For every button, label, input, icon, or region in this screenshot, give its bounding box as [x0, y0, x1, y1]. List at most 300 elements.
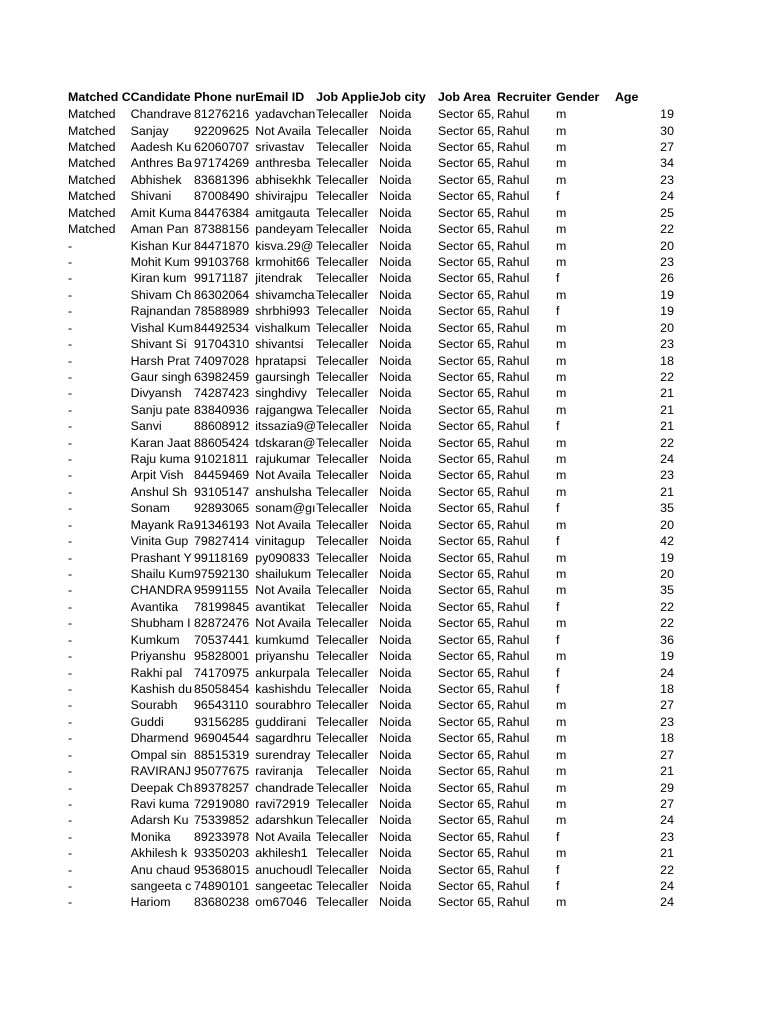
- phone-cell: 99171187: [194, 271, 249, 286]
- gender-cell: m: [555, 320, 567, 335]
- job-area-cell: Sector 65,: [437, 501, 495, 516]
- table-row: [68, 139, 674, 155]
- table-body: [68, 106, 674, 911]
- job-area-cell: Sector 65,: [437, 402, 495, 417]
- table-row: [68, 632, 674, 648]
- phone-cell: 81276216: [194, 107, 250, 122]
- recruiter-cell: Rahul: [496, 402, 530, 417]
- job-area-cell: Sector 65,: [437, 468, 495, 483]
- job-city-cell: Noida: [378, 780, 412, 795]
- age-cell: 18: [660, 681, 674, 696]
- phone-cell: 93350203: [194, 846, 250, 861]
- job-applied-cell: Telecaller: [316, 895, 369, 910]
- table-row: [68, 730, 674, 746]
- candidate-cell: Deepak Ch: [130, 780, 193, 795]
- table-row: [68, 205, 674, 221]
- age-cell: 22: [660, 862, 674, 877]
- candidate-cell: Anshul Sh: [130, 484, 188, 499]
- candidate-cell: sangeeta c: [130, 879, 192, 894]
- table-row: [68, 237, 674, 253]
- phone-cell: 78588989: [194, 304, 250, 319]
- job-city-cell: Noida: [378, 369, 412, 384]
- table-row: [68, 434, 674, 450]
- job-city-cell: Noida: [378, 764, 412, 779]
- email-cell: itssazia9@: [255, 419, 317, 434]
- phone-cell: 99118169: [194, 550, 249, 565]
- job-area-cell: Sector 65,: [437, 796, 495, 811]
- recruiter-cell: Rahul: [496, 140, 530, 155]
- table-row: [68, 714, 674, 730]
- email-cell: raviranja: [255, 764, 303, 779]
- job-applied-cell: Telecaller: [316, 829, 369, 844]
- phone-cell: 83681396: [194, 172, 250, 187]
- phone-cell: 78199845: [194, 599, 250, 614]
- age-cell: 26: [660, 271, 674, 286]
- gender-cell: m: [555, 714, 567, 729]
- candidate-cell: Monika: [130, 829, 171, 844]
- job-applied-cell: Telecaller: [316, 747, 369, 762]
- matched-cell: -: [68, 304, 73, 319]
- recruiter-cell: Rahul: [496, 222, 530, 237]
- job-applied-cell: Telecaller: [316, 419, 369, 434]
- email-cell: sangeetac: [255, 879, 313, 894]
- table-row: [68, 500, 674, 516]
- matched-cell: Matched: [68, 189, 116, 204]
- job-city-cell: Noida: [378, 419, 412, 434]
- job-city-cell: Noida: [378, 189, 412, 204]
- recruiter-cell: Rahul: [496, 419, 530, 434]
- candidate-cell: Aman Pan: [130, 222, 189, 237]
- gender-cell: f: [555, 879, 560, 894]
- email-cell: sagardhru: [255, 731, 312, 746]
- age-cell: 21: [660, 484, 674, 499]
- job-area-cell: Sector 65,: [437, 632, 495, 647]
- table-row: [68, 418, 674, 434]
- gender-cell: m: [555, 205, 567, 220]
- job-city-cell: Noida: [378, 255, 412, 269]
- job-area-cell: Sector 65,: [437, 583, 495, 598]
- phone-cell: 87008490: [194, 189, 250, 204]
- age-cell: 21: [660, 846, 674, 861]
- job-applied-cell: Telecaller: [316, 452, 369, 467]
- age-cell: 34: [660, 156, 674, 171]
- matched-cell: Matched: [68, 123, 116, 138]
- gender-cell: m: [555, 140, 567, 155]
- table-row: [68, 566, 674, 582]
- recruiter-cell: Rahul: [496, 698, 530, 713]
- phone-cell: 96543110: [194, 698, 249, 713]
- recruiter-cell: Rahul: [496, 714, 530, 729]
- age-cell: 27: [660, 796, 674, 811]
- gender-cell: m: [555, 731, 567, 746]
- email-cell: Not Availa: [255, 517, 311, 532]
- phone-cell: 92209625: [194, 123, 250, 138]
- candidate-cell: Kishan Kur: [130, 238, 192, 253]
- age-cell: 22: [660, 369, 674, 384]
- recruiter-cell: Rahul: [496, 238, 530, 253]
- table-row: [68, 746, 674, 762]
- email-cell: ankurpala: [255, 665, 310, 680]
- job-area-cell: Sector 65,: [437, 665, 495, 680]
- age-cell: 30: [660, 123, 674, 138]
- recruiter-cell: Rahul: [496, 681, 530, 696]
- gender-cell: m: [555, 698, 567, 713]
- email-cell: gaursingh: [255, 369, 310, 384]
- job-area-cell: Sector 65,: [437, 484, 495, 499]
- recruiter-cell: Rahul: [496, 895, 530, 910]
- age-cell: 23: [660, 468, 674, 483]
- recruiter-cell: Rahul: [496, 353, 530, 368]
- gender-cell: m: [555, 764, 567, 779]
- gender-cell: m: [555, 484, 567, 499]
- phone-cell: 87388156: [194, 222, 250, 237]
- gender-cell: m: [555, 747, 567, 762]
- email-cell: vishalkum: [255, 320, 311, 335]
- email-cell: surendray: [255, 747, 311, 762]
- candidate-cell: Aadesh Ku: [130, 140, 192, 155]
- job-area-cell: Sector 65,: [437, 419, 495, 434]
- gender-cell: f: [555, 304, 560, 319]
- header-row: [68, 89, 674, 106]
- recruiter-cell: Rahul: [496, 599, 530, 614]
- age-cell: 21: [660, 764, 674, 779]
- table-row: [68, 615, 674, 631]
- age-cell: 36: [660, 632, 674, 647]
- job-area-cell: Sector 65,: [437, 156, 495, 171]
- table-row: [68, 763, 674, 779]
- table-row: [68, 352, 674, 368]
- email-cell: rajukumar: [255, 452, 311, 467]
- job-applied-cell: Telecaller: [316, 484, 369, 499]
- table-row: [68, 779, 674, 795]
- email-cell: priyanshu: [255, 649, 310, 664]
- job-applied-cell: Telecaller: [316, 714, 369, 729]
- table-row: [68, 894, 674, 910]
- matched-cell: Matched: [68, 222, 116, 237]
- job-city-cell: Noida: [378, 452, 412, 467]
- age-cell: 42: [660, 534, 674, 549]
- job-applied-cell: Telecaller: [316, 879, 369, 894]
- job-area-cell: Sector 65,: [437, 862, 495, 877]
- age-cell: 24: [660, 895, 674, 910]
- recruiter-cell: Rahul: [496, 829, 530, 844]
- age-cell: 20: [660, 567, 674, 582]
- job-city-cell: Noida: [378, 337, 412, 352]
- phone-cell: 84492534: [194, 320, 250, 335]
- age-cell: 21: [660, 386, 674, 401]
- job-city-cell: Noida: [378, 501, 412, 516]
- email-cell: tdskaran@: [255, 435, 316, 450]
- job-applied-cell: Telecaller: [316, 550, 369, 565]
- phone-cell: 63982459: [194, 369, 250, 384]
- recruiter-cell: Rahul: [496, 452, 530, 467]
- job-area-cell: Sector 65,: [437, 747, 495, 762]
- phone-cell: 97174269: [194, 156, 250, 171]
- gender-cell: f: [555, 534, 560, 549]
- job-area-cell: Sector 65,: [437, 140, 495, 155]
- gender-cell: f: [555, 862, 560, 877]
- job-city-cell: Noida: [378, 747, 412, 762]
- email-cell: shrbhi993: [255, 304, 310, 319]
- email-cell: amitgauta: [255, 205, 310, 220]
- job-area-cell: Sector 65,: [437, 320, 495, 335]
- job-area-cell: Sector 65,: [437, 337, 495, 352]
- header-phone: Phone nur: [194, 90, 256, 104]
- matched-cell: Matched: [68, 172, 116, 187]
- matched-cell: -: [68, 862, 73, 877]
- job-area-cell: Sector 65,: [437, 386, 495, 401]
- recruiter-cell: Rahul: [496, 271, 530, 286]
- matched-cell: -: [68, 353, 73, 368]
- phone-cell: 89233978: [194, 829, 250, 844]
- job-area-cell: Sector 65,: [437, 681, 495, 696]
- candidate-cell: Arpit Vish: [130, 468, 184, 483]
- gender-cell: m: [555, 402, 567, 417]
- job-city-cell: Noida: [378, 649, 412, 664]
- candidate-cell: Kiran kum: [130, 271, 187, 286]
- matched-cell: -: [68, 879, 73, 894]
- job-city-cell: Noida: [378, 567, 412, 582]
- phone-cell: 74097028: [194, 353, 250, 368]
- job-city-cell: Noida: [378, 796, 412, 811]
- table-row: [68, 385, 674, 401]
- email-cell: kumkumd: [255, 632, 310, 647]
- job-area-cell: Sector 65,: [437, 222, 495, 237]
- gender-cell: f: [555, 189, 560, 204]
- candidate-cell: Mohit Kum: [130, 255, 190, 269]
- job-city-cell: Noida: [378, 271, 412, 286]
- gender-cell: m: [555, 796, 567, 811]
- job-city-cell: Noida: [378, 156, 412, 171]
- email-cell: guddirani: [255, 714, 307, 729]
- matched-cell: -: [68, 550, 73, 565]
- header-candidate: Candidate: [130, 90, 191, 104]
- age-cell: 27: [660, 698, 674, 713]
- recruiter-cell: Rahul: [496, 107, 530, 122]
- email-cell: akhilesh1: [255, 846, 308, 861]
- email-cell: avantikat: [255, 599, 305, 614]
- gender-cell: m: [555, 172, 567, 187]
- age-cell: 23: [660, 172, 674, 187]
- job-applied-cell: Telecaller: [316, 337, 369, 352]
- candidate-cell: Shubham I: [130, 616, 191, 631]
- phone-cell: 82872476: [194, 616, 250, 631]
- candidate-cell: Sanjay: [130, 123, 169, 138]
- table-row: [68, 221, 674, 237]
- gender-cell: m: [555, 616, 567, 631]
- age-cell: 22: [660, 599, 674, 614]
- gender-cell: m: [555, 649, 567, 664]
- job-area-cell: Sector 65,: [437, 567, 495, 582]
- job-area-cell: Sector 65,: [437, 731, 495, 746]
- email-cell: krmohit66: [255, 255, 310, 269]
- recruiter-cell: Rahul: [496, 747, 530, 762]
- age-cell: 27: [660, 140, 674, 155]
- recruiter-cell: Rahul: [496, 796, 530, 811]
- recruiter-cell: Rahul: [496, 813, 530, 828]
- job-area-cell: Sector 65,: [437, 813, 495, 828]
- job-city-cell: Noida: [378, 222, 412, 237]
- candidate-cell: Mayank Ra: [130, 517, 194, 532]
- age-cell: 23: [660, 714, 674, 729]
- job-city-cell: Noida: [378, 402, 412, 417]
- table-row: [68, 796, 674, 812]
- email-cell: Not Availa: [255, 616, 311, 631]
- matched-cell: -: [68, 780, 73, 795]
- age-cell: 21: [660, 419, 674, 434]
- phone-cell: 62060707: [194, 140, 250, 155]
- email-cell: kashishdu: [255, 681, 312, 696]
- matched-cell: -: [68, 599, 73, 614]
- age-cell: 22: [660, 222, 674, 237]
- email-cell: singhdivy: [255, 386, 307, 401]
- recruiter-cell: Rahul: [496, 550, 530, 565]
- phone-cell: 75339852: [194, 813, 250, 828]
- age-cell: 19: [660, 649, 674, 664]
- gender-cell: m: [555, 583, 567, 598]
- job-city-cell: Noida: [378, 681, 412, 696]
- matched-cell: -: [68, 468, 73, 483]
- matched-cell: Matched: [68, 156, 116, 171]
- gender-cell: f: [555, 829, 560, 844]
- matched-cell: -: [68, 435, 73, 450]
- candidate-cell: Akhilesh k: [130, 846, 188, 861]
- phone-cell: 84459469: [194, 468, 250, 483]
- candidate-cell: Harsh Prat: [130, 353, 190, 368]
- phone-cell: 79827414: [194, 534, 250, 549]
- matched-cell: -: [68, 501, 73, 516]
- candidate-cell: Ravi kuma: [130, 796, 190, 811]
- candidate-cell: Sanvi: [130, 419, 162, 434]
- recruiter-cell: Rahul: [496, 156, 530, 171]
- job-city-cell: Noida: [378, 172, 412, 187]
- age-cell: 29: [660, 780, 674, 795]
- table-row: [68, 467, 674, 483]
- table-row: [68, 549, 674, 565]
- job-city-cell: Noida: [378, 714, 412, 729]
- age-cell: 24: [660, 879, 674, 894]
- job-city-cell: Noida: [378, 517, 412, 532]
- email-cell: sourabhro: [255, 698, 312, 713]
- matched-cell: -: [68, 484, 73, 499]
- candidate-cell: Divyansh: [130, 386, 182, 401]
- recruiter-cell: Rahul: [496, 665, 530, 680]
- candidate-sheet: [68, 89, 674, 911]
- job-city-cell: Noida: [378, 386, 412, 401]
- matched-cell: -: [68, 714, 73, 729]
- job-applied-cell: Telecaller: [316, 140, 369, 155]
- age-cell: 20: [660, 320, 674, 335]
- matched-cell: -: [68, 895, 73, 910]
- recruiter-cell: Rahul: [496, 517, 530, 532]
- job-applied-cell: Telecaller: [316, 649, 369, 664]
- phone-cell: 96904544: [194, 731, 250, 746]
- phone-cell: 88608912: [194, 419, 250, 434]
- phone-cell: 97592130: [194, 567, 250, 582]
- gender-cell: m: [555, 846, 567, 861]
- job-applied-cell: Telecaller: [316, 238, 369, 253]
- job-applied-cell: Telecaller: [316, 369, 369, 384]
- candidate-cell: Shivant Si: [130, 337, 187, 352]
- job-city-cell: Noida: [378, 599, 412, 614]
- age-cell: 20: [660, 517, 674, 532]
- phone-cell: 74287423: [194, 386, 250, 401]
- age-cell: 24: [660, 665, 674, 680]
- job-applied-cell: Telecaller: [316, 698, 369, 713]
- matched-cell: -: [68, 271, 73, 286]
- gender-cell: m: [555, 369, 567, 384]
- email-cell: srivastav: [255, 140, 305, 155]
- recruiter-cell: Rahul: [496, 846, 530, 861]
- job-area-cell: Sector 65,: [437, 271, 495, 286]
- job-city-cell: Noida: [378, 123, 412, 138]
- gender-cell: f: [555, 681, 560, 696]
- recruiter-cell: Rahul: [496, 172, 530, 187]
- age-cell: 20: [660, 238, 674, 253]
- candidate-cell: Raju kuma: [130, 452, 190, 467]
- phone-cell: 84476384: [194, 205, 250, 220]
- matched-cell: -: [68, 846, 73, 861]
- age-cell: 18: [660, 353, 674, 368]
- candidate-cell: Adarsh Ku: [130, 813, 189, 828]
- phone-cell: 86302064: [194, 287, 250, 302]
- matched-cell: -: [68, 813, 73, 828]
- job-area-cell: Sector 65,: [437, 599, 495, 614]
- job-area-cell: Sector 65,: [437, 829, 495, 844]
- age-cell: 23: [660, 337, 674, 352]
- candidate-cell: Rajnandan: [130, 304, 191, 319]
- job-city-cell: Noida: [378, 731, 412, 746]
- phone-cell: 95077675: [194, 764, 250, 779]
- gender-cell: m: [555, 895, 567, 910]
- phone-cell: 95368015: [194, 862, 250, 877]
- job-applied-cell: Telecaller: [316, 665, 369, 680]
- candidate-cell: Karan Jaat: [130, 435, 191, 450]
- recruiter-cell: Rahul: [496, 780, 530, 795]
- job-area-cell: Sector 65,: [437, 304, 495, 319]
- phone-cell: 89378257: [194, 780, 250, 795]
- matched-cell: Matched: [68, 205, 116, 220]
- matched-cell: Matched: [68, 107, 116, 122]
- age-cell: 23: [660, 255, 674, 269]
- gender-cell: m: [555, 468, 567, 483]
- job-area-cell: Sector 65,: [437, 879, 495, 894]
- candidate-cell: Vishal Kum: [130, 320, 194, 335]
- phone-cell: 88605424: [194, 435, 250, 450]
- matched-cell: -: [68, 583, 73, 598]
- job-area-cell: Sector 65,: [437, 780, 495, 795]
- recruiter-cell: Rahul: [496, 337, 530, 352]
- age-cell: 19: [660, 550, 674, 565]
- age-cell: 35: [660, 501, 674, 516]
- job-applied-cell: Telecaller: [316, 517, 369, 532]
- email-cell: anthresba: [255, 156, 311, 171]
- matched-cell: -: [68, 731, 73, 746]
- candidate-cell: Shivani: [130, 189, 172, 204]
- recruiter-cell: Rahul: [496, 731, 530, 746]
- phone-cell: 95991155: [194, 583, 249, 598]
- email-cell: kisva.29@: [255, 238, 314, 253]
- job-city-cell: Noida: [378, 698, 412, 713]
- header-email: Email ID: [255, 90, 305, 104]
- age-cell: 24: [660, 813, 674, 828]
- recruiter-cell: Rahul: [496, 501, 530, 516]
- candidate-cell: Abhishek: [130, 172, 182, 187]
- table-row: [68, 336, 674, 352]
- matched-cell: -: [68, 452, 73, 467]
- matched-cell: -: [68, 632, 73, 647]
- matched-cell: -: [68, 386, 73, 401]
